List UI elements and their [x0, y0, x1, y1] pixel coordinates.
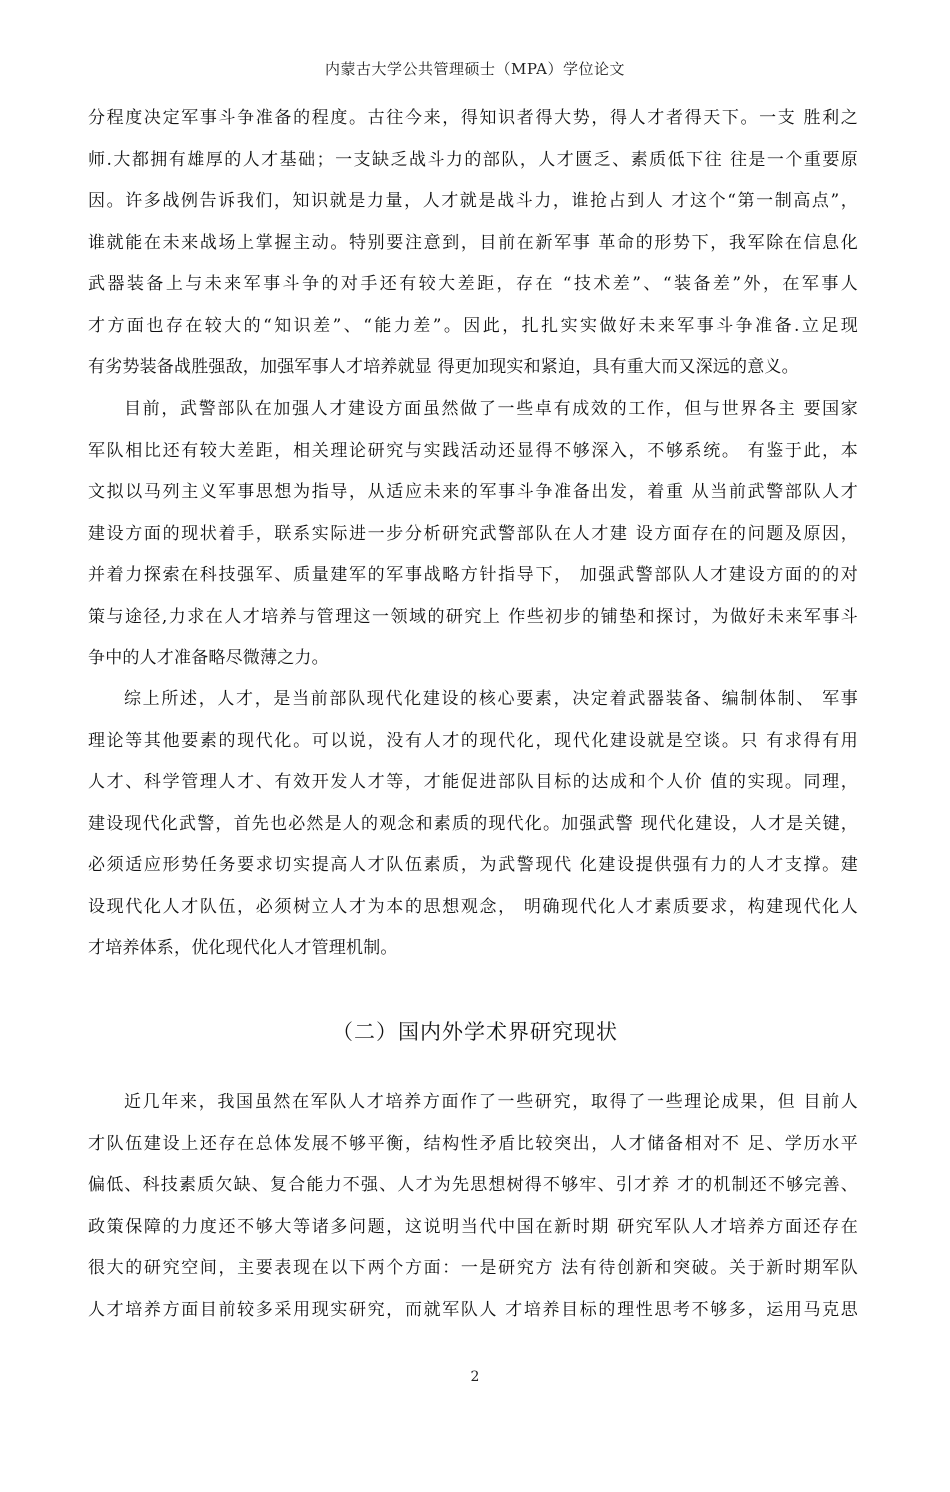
text-line: 目前，武警部队在加强人才建设方面虽然做了一些卓有成效的工作，但与世界各主 要国家 [124, 399, 858, 419]
text-line: 才方面也存在较大的“知识差”、“能力差”。因此，扎扎实实做好未来军事斗争准备.立足现 [88, 315, 858, 336]
text-line: 争中的人才准备略尽微薄之力。 [88, 648, 329, 668]
text-line: 近几年来，我国虽然在军队人才培养方面作了一些研究，取得了一些理论成果，但 目前人 [124, 1092, 858, 1112]
text-line: 师.大都拥有雄厚的人才基础；一支缺乏战斗力的部队，人才匮乏、素质低下往 往是一个重要原 [88, 149, 858, 170]
text-line: 文拟以马列主义军事思想为指导，从适应未来的军事斗争准备出发，着重 从当前武警部队人才 [88, 482, 858, 502]
paragraph-1 [88, 98, 858, 389]
text-line: 并着力探索在科技强军、质量建军的军事战略方针指导下， 加强武警部队人才建设方面的的对 [88, 565, 858, 585]
text-line: 建设方面的现状着手，联系实际进一步分析研究武警部队在人才建 设方面存在的问题及原因， [88, 523, 858, 544]
text-line: 军队相比还有较大差距，相关理论研究与实践活动还显得不够深入，不够系统。 有鉴于此，本 [88, 440, 858, 461]
text-line: 很大的研究空间，主要表现在以下两个方面：一是研究方 法有待创新和突破。关于新时期军队 [88, 1258, 858, 1278]
paragraph-4 [88, 1082, 858, 1331]
text-line: 偏低、科技素质欠缺、复合能力不强、人才为先思想树得不够牢、引才养 才的机制还不够完善、 [88, 1175, 858, 1195]
text-line: 有劣势装备战胜强敌，加强军事人才培养就显 得更加现实和紧迫，具有重大而又深远的意义。 [88, 357, 799, 377]
text-line: 政策保障的力度还不够大等诸多问题，这说明当代中国在新时期 研究军队人才培养方面还存在 [88, 1216, 858, 1237]
page-number: 2 [470, 1369, 480, 1385]
paragraph-3 [88, 679, 858, 970]
paragraph-2 [88, 389, 858, 680]
text-line: 必须适应形势任务要求切实提高人才队伍素质，为武警现代 化建设提供强有力的人才支撑。建 [88, 855, 858, 875]
text-line: 建设现代化武警，首先也必然是人的观念和素质的现代化。加强武警 现代化建设，人才是关键， [88, 813, 858, 834]
text-line: 才队伍建设上还存在总体发展不够平衡，结构性矛盾比较突出，人才储备相对不 足、学历水平 [88, 1133, 858, 1154]
text-line: 谁就能在未来战场上掌握主动。特别要注意到，目前在新军事 革命的形势下，我军除在信息化 [88, 232, 858, 253]
text-line: 人才、科学管理人才、有效开发人才等，才能促进部队目标的达成和个人价 值的实现。同理， [88, 772, 858, 792]
text-line: 设现代化人才队伍，必须树立人才为本的思想观念， 明确现代化人才素质要求，构建现代化人 [88, 896, 858, 917]
running-header: 内蒙古大学公共管理硕士（MPA）学位论文 [325, 60, 625, 78]
text-line: 策与途径,力求在人才培养与管理这一领域的研究上 作些初步的铺垫和探讨，为做好未来军事斗 [88, 606, 858, 627]
text-line: 人才培养方面目前较多采用现实研究，而就军队人 才培养目标的理性思考不够多，运用马克思 [88, 1299, 858, 1320]
section-heading: （二）国内外学术界研究现状 [332, 1020, 618, 1044]
text-line: 因。许多战例告诉我们，知识就是力量，人才就是战斗力，谁抢占到人 才这个“第一制高点”， [88, 191, 858, 211]
text-line: 武器装备上与未来军事斗争的对手还有较大差距，存在 “技术差”、“装备差”外，在军事人 [88, 274, 858, 294]
text-line: 分程度决定军事斗争准备的程度。古往今来，得知识者得大势，得人才者得天下。一支 胜利之 [88, 108, 858, 128]
text-line: 综上所述，人才，是当前部队现代化建设的核心要素，决定着武器装备、编制体制、 军事 [124, 689, 858, 709]
text-line: 理论等其他要素的现代化。可以说，没有人才的现代化，现代化建设就是空谈。只 有求得有用 [88, 730, 858, 751]
text-line: 才培养体系，优化现代化人才管理机制。 [88, 938, 398, 958]
